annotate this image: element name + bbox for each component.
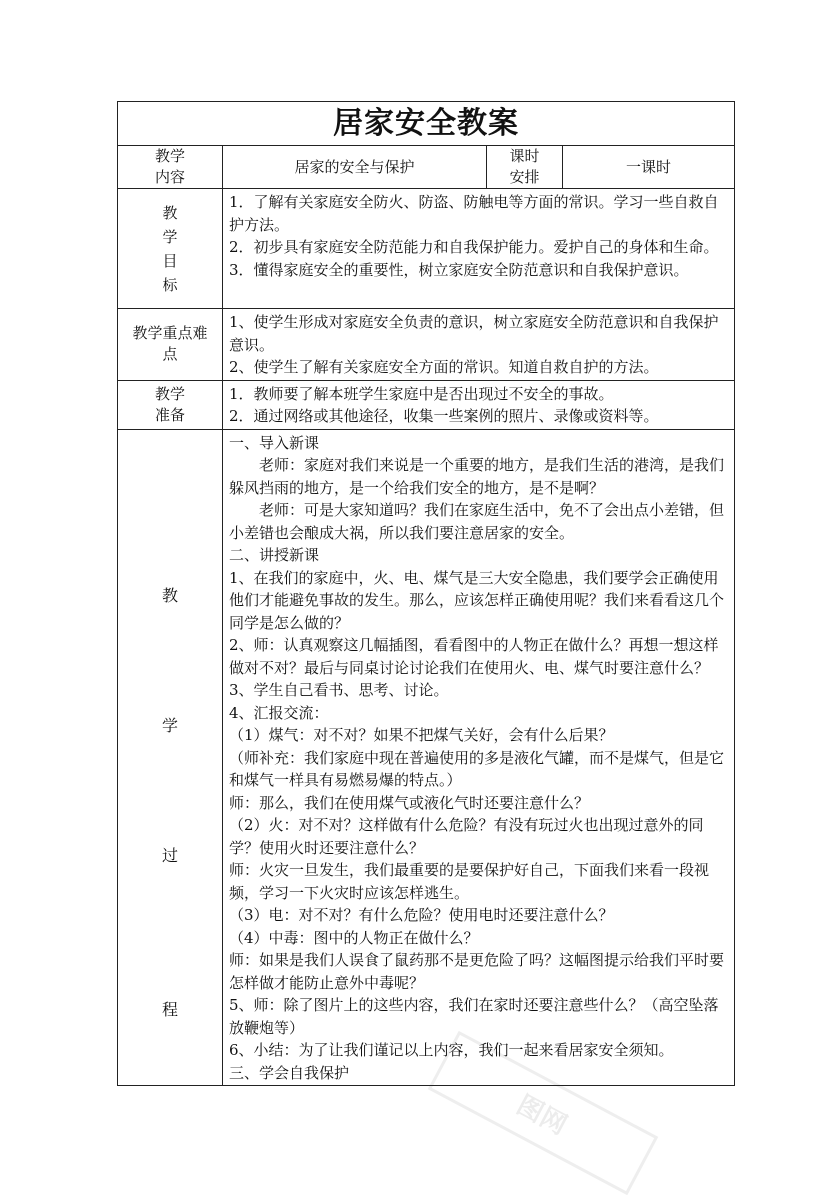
process-line: 师：如果是我们人误食了鼠药那不是更危险了吗？这幅图提示给我们平时要怎样做才能防止意外中毒呢？ <box>229 951 725 992</box>
process-line: 师：火灾一旦发生，我们最重要的是要保护好自己，下面我们来看一段视频，学习一下火灾时应该怎样逃生。 <box>229 861 710 902</box>
process-row <box>118 429 735 1086</box>
watermark: 图网 <box>428 1031 659 1195</box>
preparation-label-text: 教学准备 <box>154 384 185 424</box>
process-line: 4、汇报交流： <box>229 703 329 722</box>
process-line: （3）电：对不对？有什么危险？使用电时还要注意什么？ <box>229 906 614 924</box>
process-label <box>118 429 223 1086</box>
period-label-text: 课时安排 <box>509 147 540 186</box>
preparation-label <box>118 380 223 429</box>
section-heading: 二、讲授新课 <box>229 546 320 564</box>
process-line: 老师：家庭对我们来说是一个重要的地方，是我们生活的港湾，是我们躲风挡雨的地方，是一个给我们安全的地方，是不是啊？ <box>229 456 725 497</box>
key-points-label-text: 教学重点难点 <box>132 324 208 364</box>
key-points-row <box>118 309 735 381</box>
content-label-text: 教学内容 <box>154 147 185 186</box>
preparation-line: 2．通过网络或其他途径，收集一些案例的照片、录像或资料等。 <box>229 407 659 425</box>
process-label-char: 教 <box>161 585 178 605</box>
key-point-line: 1、使学生形成对家庭安全负责的意识，树立家庭安全防范意识和自我保护意识。 <box>229 313 719 354</box>
process-line: 2、师：认真观察这几幅插图，看看图中的人物正在做什么？再想一想这样做对不对？最后与同桌讨论讨论我们在使用火、电、煤气时要注意什么？ <box>229 636 719 677</box>
lesson-plan-table <box>117 101 735 1086</box>
preparation-row <box>118 380 735 429</box>
process-line: 6、小结：为了让我们谨记以上内容，我们一起来看居家安全须知。 <box>229 1041 674 1059</box>
preparation-line: 1．教师要了解本班学生家庭中是否出现过不安全的事故。 <box>229 384 614 403</box>
process-content <box>223 429 735 1086</box>
process-label-char: 程 <box>161 999 178 1019</box>
objectives-label <box>118 189 223 309</box>
process-label-char: 学 <box>161 715 178 735</box>
section-heading: 三、学会自我保护 <box>229 1063 350 1082</box>
process-line: 师：那么，我们在使用煤气或液化气时还要注意什么？ <box>229 793 590 812</box>
period-label <box>487 146 563 189</box>
topic-text: 居家的安全与保护 <box>294 157 415 176</box>
process-line: （2）火：对不对？这样做有什么危险？有没有玩过火也出现过意外的同学？使用火时还要注意什么？ <box>229 816 704 857</box>
process-line: 3、学生自己看书、思考、讨论。 <box>229 681 449 699</box>
process-line: （师补充：我们家庭中现在普遍使用的多是液化气罐，而不是煤气，但是它和煤气一样具有易燃易爆的特点。） <box>229 748 725 789</box>
section-heading: 一、导入新课 <box>229 433 320 452</box>
process-label-char: 过 <box>161 845 178 865</box>
objective-line: 1．了解有关家庭安全防火、防盗、防触电等方面的常识。学习一些自救自护方法。 <box>229 193 719 234</box>
key-points-content <box>223 309 735 381</box>
period-value-cell <box>563 146 735 189</box>
objectives-content <box>223 189 735 309</box>
period-value: 一课时 <box>625 157 671 176</box>
key-points-label <box>118 309 223 381</box>
objectives-row <box>118 189 735 309</box>
title-row <box>118 102 735 146</box>
content-row <box>118 146 735 189</box>
objectives-label-text: 教学目标 <box>162 203 178 294</box>
process-line: 1、在我们的家庭中，火、电、煤气是三大安全隐患，我们要学会正确使用他们才能避免事故的发生。那么，应该怎样正确使用呢？我们来看看这几个同学是怎么做的？ <box>229 568 725 632</box>
content-label <box>118 146 223 189</box>
process-line: （4）中毒：图中的人物正在做什么？ <box>229 928 479 947</box>
page-title: 居家安全教案 <box>333 106 519 141</box>
process-line: 老师：可是大家知道吗？我们在家庭生活中，免不了会出点小差错，但小差错也会酿成大祸，所以我们要注意居家的安全。 <box>229 501 725 542</box>
process-line: 5、师：除了图片上的这些内容，我们在家时还要注意些什么？（高空坠落 放鞭炮等） <box>229 996 734 1037</box>
objective-line: 3．懂得家庭安全的重要性，树立家庭安全防范意识和自我保护意识。 <box>229 260 689 279</box>
process-line: （1）煤气：对不对？如果不把煤气关好，会有什么后果？ <box>229 726 614 744</box>
key-point-line: 2、使学生了解有关家庭安全方面的常识。知道自救自护的方法。 <box>229 358 659 376</box>
topic-cell <box>223 146 487 189</box>
objective-line: 2．初步具有家庭安全防范能力和自我保护能力。爱护自己的身体和生命。 <box>229 238 719 256</box>
preparation-content <box>223 380 735 429</box>
